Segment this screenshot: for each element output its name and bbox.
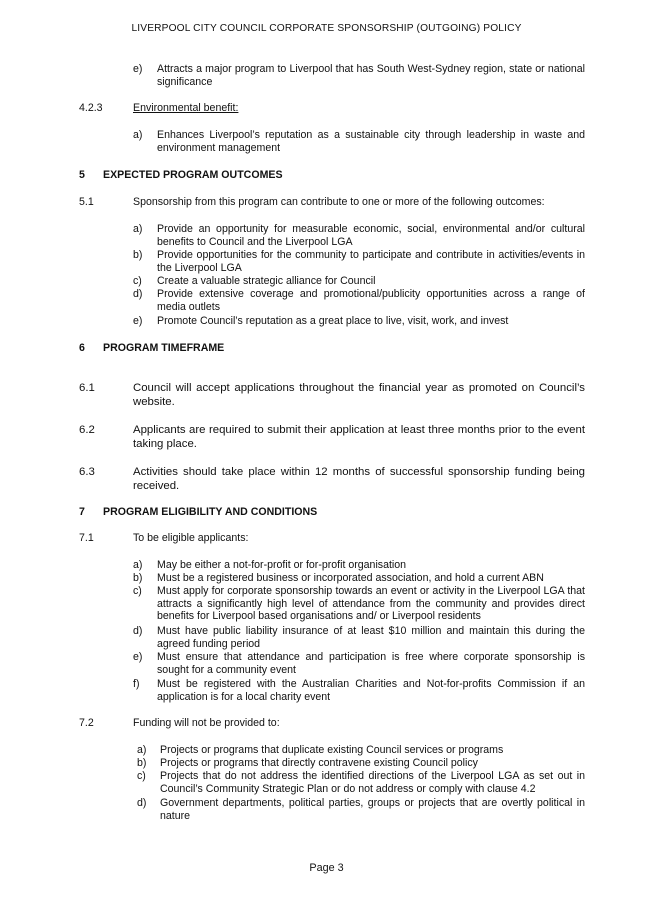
section-number: 4.2.3 bbox=[79, 102, 103, 114]
clause-text: To be eligible applicants: bbox=[133, 532, 249, 544]
clause-text: Funding will not be provided to: bbox=[133, 717, 280, 729]
clause-text: Activities should take place within 12 months of successful sponsorship funding being received. bbox=[133, 466, 585, 492]
list-item-text: Must apply for corporate sponsorship towards an event or activity in the Liverpool LGA that attracts a significantly high level of attendance from the community and provides direct benefits for Liverpool based organisations and/ or Liverpool residents bbox=[157, 585, 585, 623]
list-marker: c) bbox=[133, 275, 142, 287]
clause-number: 6.2 bbox=[79, 424, 95, 436]
section-heading: EXPECTED PROGRAM OUTCOMES bbox=[103, 169, 283, 181]
list-marker: e) bbox=[133, 63, 143, 75]
clause-text: Sponsorship from this program can contribute to one or more of the following outcomes: bbox=[133, 196, 545, 208]
section-heading: PROGRAM TIMEFRAME bbox=[103, 342, 225, 354]
list-item-text: Projects or programs that directly contravene existing Council policy bbox=[160, 757, 478, 769]
list-item-text: Government departments, political parties, groups or projects that are overtly political in nature bbox=[160, 797, 585, 822]
clause-text: Applicants are required to submit their application at least three months prior to the event taking place. bbox=[133, 424, 585, 450]
list-item-text: Promote Council’s reputation as a great place to live, visit, work, and invest bbox=[157, 315, 509, 327]
list-marker: a) bbox=[133, 129, 143, 141]
list-marker: a) bbox=[133, 559, 143, 571]
list-marker: d) bbox=[133, 625, 143, 637]
list-item-text: Create a valuable strategic alliance for Council bbox=[157, 275, 376, 287]
list-marker: b) bbox=[137, 757, 147, 769]
list-item-text: Projects or programs that duplicate existing Council services or programs bbox=[160, 744, 504, 756]
list-marker: d) bbox=[133, 288, 143, 300]
list-item-text: Provide extensive coverage and promotional/publicity opportunities across a range of media outlets bbox=[157, 288, 585, 313]
clause-number: 5.1 bbox=[79, 196, 94, 208]
list-marker: c) bbox=[133, 585, 142, 597]
list-item-text: Must have public liability insurance of at least $10 million and maintain this during the agreed funding period bbox=[157, 625, 585, 650]
section-number: 7 bbox=[79, 506, 85, 518]
list-item-text: May be either a not-for-profit or for-profit organisation bbox=[157, 559, 407, 571]
clause-number: 6.1 bbox=[79, 382, 95, 394]
list-item-text: Provide opportunities for the community to participate and contribute in activities/events in the Liverpool LGA bbox=[157, 249, 585, 274]
list-marker: d) bbox=[137, 797, 147, 809]
clause-number: 7.1 bbox=[79, 532, 94, 544]
list-item-text: Projects that do not address the identified directions of the Liverpool LGA as set out in Council’s Community Strategic Plan or do not address or comply with clause 4.2 bbox=[160, 770, 585, 795]
list-item-text: Enhances Liverpool’s reputation as a sustainable city through leadership in waste and environment management bbox=[157, 129, 585, 154]
section-heading: PROGRAM ELIGIBILITY AND CONDITIONS bbox=[103, 506, 318, 518]
clause-number: 7.2 bbox=[79, 717, 94, 729]
list-marker: a) bbox=[137, 744, 147, 756]
list-item-text: Provide an opportunity for measurable economic, social, environmental and/or cultural benefits to Council and the Liverpool LGA bbox=[157, 223, 585, 248]
section-number: 5 bbox=[79, 169, 85, 181]
list-item-text: Must be registered with the Australian Charities and Not-for-profits Commission if an application is for a local charity event bbox=[157, 678, 585, 703]
list-item-text: Attracts a major program to Liverpool that has South West-Sydney region, state or national significance bbox=[157, 63, 585, 88]
list-marker: a) bbox=[133, 223, 143, 235]
section-number: 6 bbox=[79, 342, 85, 354]
list-marker: e) bbox=[133, 315, 143, 327]
subsection-title: Environmental benefit: bbox=[133, 102, 239, 114]
clause-text: Council will accept applications throughout the financial year as promoted on Council’s website. bbox=[133, 382, 585, 408]
list-marker: f) bbox=[133, 678, 140, 690]
list-item-text: Must ensure that attendance and participation is free where corporate sponsorship is sought for a community event bbox=[157, 651, 585, 676]
list-marker: b) bbox=[133, 249, 143, 261]
page-header: LIVERPOOL CITY COUNCIL CORPORATE SPONSORSHIP (OUTGOING) POLICY bbox=[131, 23, 522, 34]
list-marker: b) bbox=[133, 572, 143, 584]
list-item-text: Must be a registered business or incorporated association, and hold a current ABN bbox=[157, 572, 544, 584]
page-number: Page 3 bbox=[309, 862, 344, 874]
list-marker: e) bbox=[133, 651, 143, 663]
clause-number: 6.3 bbox=[79, 466, 95, 478]
list-marker: c) bbox=[137, 770, 146, 782]
